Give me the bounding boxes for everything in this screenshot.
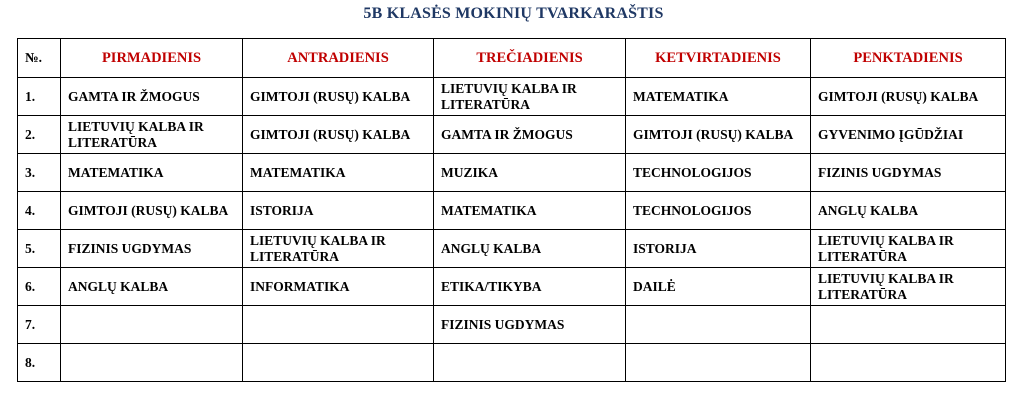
lesson-number: 2. bbox=[18, 116, 61, 154]
timetable-body bbox=[18, 78, 1006, 382]
day-header-tuesday: ANTRADIENIS bbox=[243, 39, 434, 78]
page-title: 5B KLASĖS MOKINIŲ TVARKARAŠTIS bbox=[363, 5, 664, 22]
lesson-cell-thursday: MATEMATIKA bbox=[626, 78, 811, 116]
lesson-cell-monday bbox=[61, 344, 243, 382]
table-row bbox=[18, 116, 1006, 154]
lesson-number: 7. bbox=[18, 306, 61, 344]
lesson-number: 4. bbox=[18, 192, 61, 230]
lesson-cell-thursday: TECHNOLOGIJOS bbox=[626, 154, 811, 192]
lesson-number: 3. bbox=[18, 154, 61, 192]
lesson-cell-friday: LIETUVIŲ KALBA IR LITERATŪRA bbox=[811, 268, 1006, 306]
lesson-cell-wednesday: MUZIKA bbox=[434, 154, 626, 192]
lesson-cell-monday: FIZINIS UGDYMAS bbox=[61, 230, 243, 268]
lesson-cell-tuesday: INFORMATIKA bbox=[243, 268, 434, 306]
day-header-thursday: KETVIRTADIENIS bbox=[626, 39, 811, 78]
table-row bbox=[18, 230, 1006, 268]
lesson-cell-monday: ANGLŲ KALBA bbox=[61, 268, 243, 306]
table-row bbox=[18, 344, 1006, 382]
lesson-cell-tuesday bbox=[243, 344, 434, 382]
day-header-monday: PIRMADIENIS bbox=[61, 39, 243, 78]
lesson-cell-tuesday: MATEMATIKA bbox=[243, 154, 434, 192]
lesson-cell-thursday: TECHNOLOGIJOS bbox=[626, 192, 811, 230]
lesson-cell-monday: MATEMATIKA bbox=[61, 154, 243, 192]
lesson-cell-wednesday: ETIKA/TIKYBA bbox=[434, 268, 626, 306]
header-row bbox=[18, 39, 1006, 78]
lesson-cell-tuesday: GIMTOJI (RUSŲ) KALBA bbox=[243, 78, 434, 116]
lesson-cell-thursday: ISTORIJA bbox=[626, 230, 811, 268]
lesson-cell-monday bbox=[61, 306, 243, 344]
table-row bbox=[18, 78, 1006, 116]
lesson-cell-friday: ANGLŲ KALBA bbox=[811, 192, 1006, 230]
timetable bbox=[17, 38, 1006, 382]
table-row bbox=[18, 192, 1006, 230]
lesson-cell-friday: GIMTOJI (RUSŲ) KALBA bbox=[811, 78, 1006, 116]
day-header-friday: PENKTADIENIS bbox=[811, 39, 1006, 78]
table-row bbox=[18, 154, 1006, 192]
lesson-cell-wednesday: FIZINIS UGDYMAS bbox=[434, 306, 626, 344]
lesson-cell-tuesday bbox=[243, 306, 434, 344]
lesson-cell-monday: LIETUVIŲ KALBA IR LITERATŪRA bbox=[61, 116, 243, 154]
lesson-cell-tuesday: LIETUVIŲ KALBA IR LITERATŪRA bbox=[243, 230, 434, 268]
lesson-cell-wednesday: GAMTA IR ŽMOGUS bbox=[434, 116, 626, 154]
lesson-number: 5. bbox=[18, 230, 61, 268]
lesson-cell-wednesday bbox=[434, 344, 626, 382]
lesson-cell-friday bbox=[811, 306, 1006, 344]
lesson-cell-thursday bbox=[626, 306, 811, 344]
lesson-cell-thursday: DAILĖ bbox=[626, 268, 811, 306]
lesson-cell-friday bbox=[811, 344, 1006, 382]
lesson-cell-thursday bbox=[626, 344, 811, 382]
lesson-cell-friday: LIETUVIŲ KALBA IR LITERATŪRA bbox=[811, 230, 1006, 268]
lesson-cell-monday: GAMTA IR ŽMOGUS bbox=[61, 78, 243, 116]
lesson-number: 8. bbox=[18, 344, 61, 382]
table-row bbox=[18, 268, 1006, 306]
lesson-number: 1. bbox=[18, 78, 61, 116]
lesson-cell-wednesday: LIETUVIŲ KALBA IR LITERATŪRA bbox=[434, 78, 626, 116]
lesson-cell-monday: GIMTOJI (RUSŲ) KALBA bbox=[61, 192, 243, 230]
day-header-wednesday: TREČIADIENIS bbox=[434, 39, 626, 78]
lesson-cell-tuesday: GIMTOJI (RUSŲ) KALBA bbox=[243, 116, 434, 154]
lesson-cell-wednesday: ANGLŲ KALBA bbox=[434, 230, 626, 268]
lesson-cell-friday: GYVENIMO ĮGŪDŽIAI bbox=[811, 116, 1006, 154]
table-row bbox=[18, 306, 1006, 344]
lesson-cell-thursday: GIMTOJI (RUSŲ) KALBA bbox=[626, 116, 811, 154]
lesson-cell-friday: FIZINIS UGDYMAS bbox=[811, 154, 1006, 192]
lesson-cell-tuesday: ISTORIJA bbox=[243, 192, 434, 230]
lesson-number: 6. bbox=[18, 268, 61, 306]
lesson-cell-wednesday: MATEMATIKA bbox=[434, 192, 626, 230]
number-column-header: №. bbox=[18, 39, 61, 78]
